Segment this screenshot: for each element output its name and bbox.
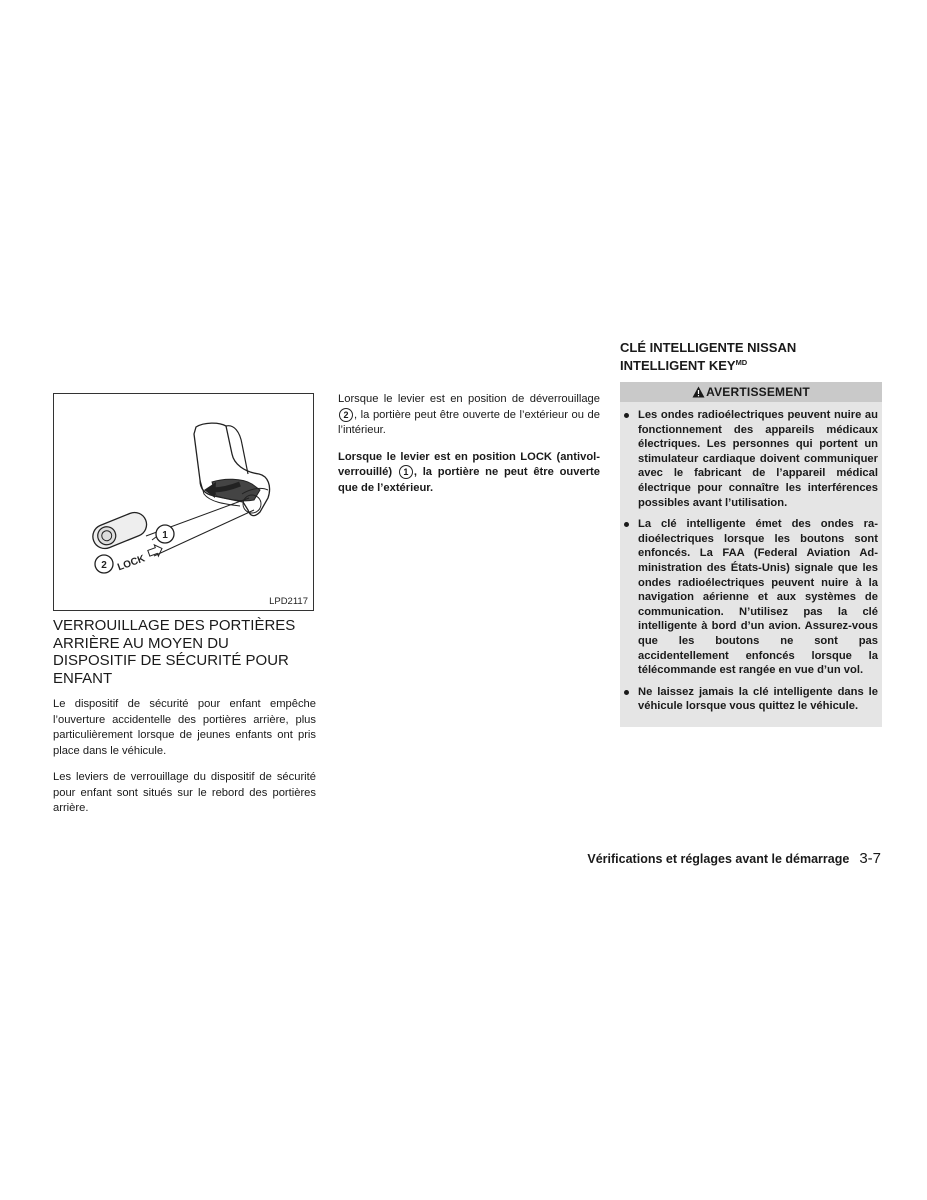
- paragraph-unlock-text-a: Lorsque le levier est en position de déverrouillage: [338, 393, 600, 405]
- warning-item: [620, 517, 878, 678]
- warning-item-text: Les ondes radioélectriques peuvent nuire au fonctionnement des appareils médicaux électriques. Les personnes qui portent un stimulateur cardiaque doivent communiquer avec le fabricant de l’appareil médical électrique pour connaître les interférences possibles avant l’utilisation.: [638, 409, 878, 509]
- circled-number-2: 2: [339, 408, 353, 422]
- bullet-icon: [624, 522, 629, 527]
- left-column: [53, 393, 316, 828]
- door-child-lock-drawing: [54, 394, 313, 610]
- bullet-icon: [624, 690, 629, 695]
- warning-header: [620, 382, 882, 402]
- section-title-intelligent-key: [620, 341, 882, 373]
- callout-2: 2: [101, 560, 107, 571]
- paragraph-child-lock-1: Le dispositif de sécurité pour enfant empêche l’ouverture accidentelle des portières arrière, plus particulièrement lorsque de jeunes enfants ont pris place dans le véhicule.: [53, 698, 316, 757]
- warning-item: [620, 685, 878, 714]
- child-lock-illustration: [53, 393, 314, 611]
- page-number: 3-7: [859, 850, 881, 867]
- figure-code: LPD2117: [269, 596, 308, 607]
- section-title-child-lock: VERROUILLAGE DES PORTIÈRES ARRIÈRE AU MOYEN DU DISPOSITIF DE SÉCURITÉ POUR ENFANT: [53, 617, 296, 687]
- page-footer: [587, 850, 881, 867]
- title-line-2: INTELLIGENT KEY: [620, 357, 736, 373]
- warning-triangle-icon: [692, 386, 705, 398]
- warning-box: [620, 382, 882, 727]
- footer-section-title: Vérifications et réglages avant le démarrage: [587, 852, 850, 866]
- warning-item: [620, 408, 878, 510]
- middle-column: [338, 392, 600, 507]
- warning-title: AVERTISSEMENT: [706, 385, 810, 399]
- paragraph-lock-text-b: , la portière ne peut être ouverte que de l’extérieur.: [338, 466, 600, 494]
- paragraph-lock-position: [338, 450, 600, 497]
- bullet-icon: [624, 413, 629, 418]
- paragraph-unlock-position: [338, 392, 600, 439]
- callout-1: 1: [162, 530, 168, 541]
- circled-number-1: 1: [399, 465, 413, 479]
- title-line-1: CLÉ INTELLIGENTE NISSAN: [620, 340, 797, 355]
- warning-item-text: Ne laissez jamais la clé intelligente dans le véhicule lorsque vous quittez le véhicule.: [638, 685, 878, 713]
- warning-list: [620, 408, 882, 714]
- lock-label: LOCK: [116, 553, 147, 574]
- title-superscript: MD: [735, 357, 748, 367]
- right-column: [620, 341, 882, 727]
- paragraph-child-lock-2: Les leviers de verrouillage du dispositif de sécurité pour enfant sont situés sur le rebord des portières arrière.: [53, 771, 316, 814]
- warning-item-text: La clé intelligente émet des ondes radioélectriques lorsque les boutons sont enfoncés. La FAA (Federal Aviation Administration des États-Unis) signale que les ondes radioélectriques peuvent nuire à la navigation aérienne et aux systèmes de communication. N’utilisez pas la clé intelligente à bord d’un avion. Assurez-vous que les boutons ne sont pas accidentellement enfoncés lorsque la télécommande est rangée en vue d’un vol.: [638, 518, 878, 677]
- paragraph-lock-text-a: Lorsque le levier est en position LOCK (antivol-verrouillé): [338, 450, 600, 478]
- paragraph-unlock-text-b: , la portière peut être ouverte de l’extérieur ou de l’intérieur.: [338, 408, 600, 436]
